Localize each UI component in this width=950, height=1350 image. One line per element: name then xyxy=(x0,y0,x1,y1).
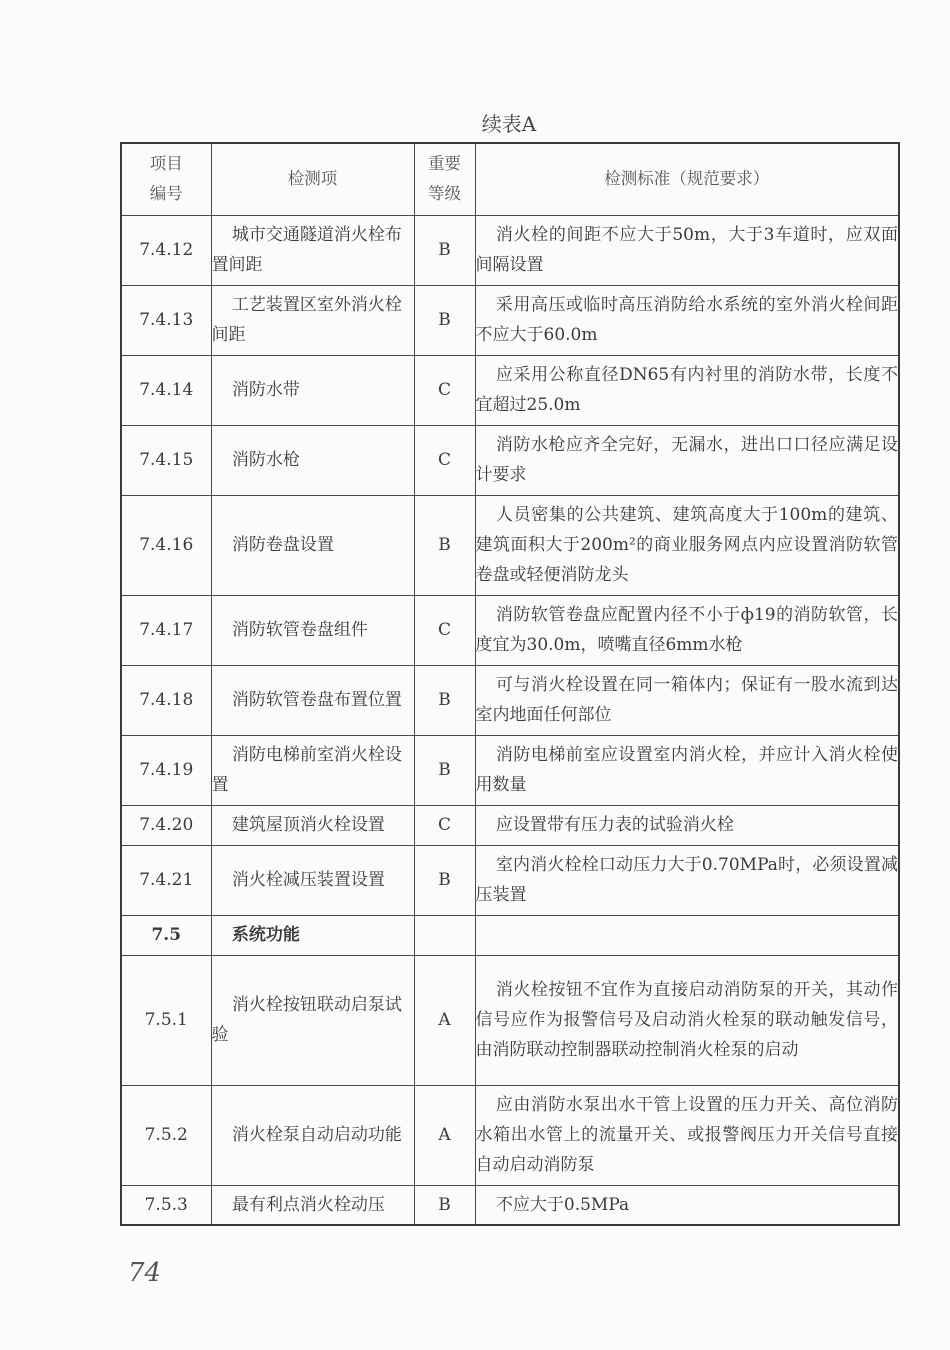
table-header-row xyxy=(121,143,899,215)
table-row xyxy=(121,215,899,285)
table-caption: 续表A xyxy=(481,112,537,136)
page-number: 74 xyxy=(128,1258,162,1288)
row-code: 7.4.21 xyxy=(121,845,211,915)
row-grade xyxy=(414,915,475,955)
table-row xyxy=(121,285,899,355)
table-row xyxy=(121,1085,899,1185)
table-row xyxy=(121,665,899,735)
table-body xyxy=(121,215,899,1225)
row-item: 城市交通隧道消火栓布置间距 xyxy=(211,215,414,285)
row-item: 消防卷盘设置 xyxy=(211,495,414,595)
table-row xyxy=(121,425,899,495)
row-standard xyxy=(475,915,899,955)
row-code: 7.5.2 xyxy=(121,1085,211,1185)
row-grade: B xyxy=(414,215,475,285)
row-grade: B xyxy=(414,285,475,355)
row-item: 系统功能 xyxy=(211,915,414,955)
row-grade: C xyxy=(414,355,475,425)
row-item: 消火栓按钮联动启泵试验 xyxy=(211,955,414,1085)
table-row xyxy=(121,915,899,955)
row-standard: 消火栓的间距不应大于50m，大于3车道时，应双面间隔设置 xyxy=(475,215,899,285)
table-row xyxy=(121,1185,899,1225)
row-code: 7.4.19 xyxy=(121,735,211,805)
row-item: 消防软管卷盘布置位置 xyxy=(211,665,414,735)
row-standard: 应设置带有压力表的试验消火栓 xyxy=(475,805,899,845)
row-item: 建筑屋顶消火栓设置 xyxy=(211,805,414,845)
row-grade: B xyxy=(414,1185,475,1225)
table-row xyxy=(121,955,899,1085)
row-code: 7.4.16 xyxy=(121,495,211,595)
row-standard: 消火栓按钮不宜作为直接启动消防泵的开关，其动作信号应作为报警信号及启动消火栓泵的联动触发信号，由消防联动控制器联动控制消火栓泵的启动 xyxy=(475,955,899,1085)
header-item: 检测项 xyxy=(211,143,414,215)
row-code: 7.4.17 xyxy=(121,595,211,665)
row-standard: 人员密集的公共建筑、建筑高度大于100m的建筑、建筑面积大于200m²的商业服务网点内应设置消防软管卷盘或轻便消防龙头 xyxy=(475,495,899,595)
row-code: 7.4.18 xyxy=(121,665,211,735)
header-grade-line1: 重要 xyxy=(428,154,461,174)
row-standard: 室内消火栓栓口动压力大于0.70MPa时，必须设置减压装置 xyxy=(475,845,899,915)
row-code: 7.4.20 xyxy=(121,805,211,845)
row-standard: 消防电梯前室应设置室内消火栓，并应计入消火栓使用数量 xyxy=(475,735,899,805)
row-grade: B xyxy=(414,665,475,735)
row-standard: 采用高压或临时高压消防给水系统的室外消火栓间距不应大于60.0m xyxy=(475,285,899,355)
row-grade: C xyxy=(414,425,475,495)
row-item: 工艺装置区室外消火栓间距 xyxy=(211,285,414,355)
row-item: 消火栓减压装置设置 xyxy=(211,845,414,915)
table-row xyxy=(121,845,899,915)
row-grade: A xyxy=(414,1085,475,1185)
row-standard: 不应大于0.5MPa xyxy=(475,1185,899,1225)
row-item: 最有利点消火栓动压 xyxy=(211,1185,414,1225)
row-code: 7.5 xyxy=(121,915,211,955)
header-code-line2: 编号 xyxy=(149,184,183,204)
row-standard: 消防水枪应齐全完好，无漏水，进出口口径应满足设计要求 xyxy=(475,425,899,495)
row-code: 7.4.15 xyxy=(121,425,211,495)
row-grade: B xyxy=(414,735,475,805)
row-item: 消防软管卷盘组件 xyxy=(211,595,414,665)
header-code-line1: 项目 xyxy=(149,154,183,174)
row-item: 消防电梯前室消火栓设置 xyxy=(211,735,414,805)
table-row xyxy=(121,355,899,425)
header-code xyxy=(121,143,211,215)
row-item: 消防水枪 xyxy=(211,425,414,495)
row-grade: A xyxy=(414,955,475,1085)
row-code: 7.4.14 xyxy=(121,355,211,425)
row-code: 7.5.3 xyxy=(121,1185,211,1225)
row-code: 7.4.13 xyxy=(121,285,211,355)
row-standard: 消防软管卷盘应配置内径不小于ф19的消防软管，长度宜为30.0m，喷嘴直径6mm水枪 xyxy=(475,595,899,665)
row-grade: C xyxy=(414,595,475,665)
row-grade: B xyxy=(414,845,475,915)
inspection-table xyxy=(120,142,900,1226)
table-row xyxy=(121,735,899,805)
row-code: 7.4.12 xyxy=(121,215,211,285)
row-item: 消防水带 xyxy=(211,355,414,425)
row-item: 消火栓泵自动启动功能 xyxy=(211,1085,414,1185)
row-standard: 应由消防水泵出水干管上设置的压力开关、高位消防水箱出水管上的流量开关、或报警阀压力开关信号直接自动启动消防泵 xyxy=(475,1085,899,1185)
row-code: 7.5.1 xyxy=(121,955,211,1085)
table-row xyxy=(121,805,899,845)
header-standard: 检测标准（规范要求） xyxy=(475,143,899,215)
row-grade: B xyxy=(414,495,475,595)
table-row xyxy=(121,595,899,665)
header-grade-line2: 等级 xyxy=(428,184,461,204)
header-grade xyxy=(414,143,475,215)
table-row xyxy=(121,495,899,595)
row-standard: 可与消火栓设置在同一箱体内；保证有一股水流到达室内地面任何部位 xyxy=(475,665,899,735)
row-grade: C xyxy=(414,805,475,845)
row-standard: 应采用公称直径DN65有内衬里的消防水带，长度不宜超过25.0m xyxy=(475,355,899,425)
